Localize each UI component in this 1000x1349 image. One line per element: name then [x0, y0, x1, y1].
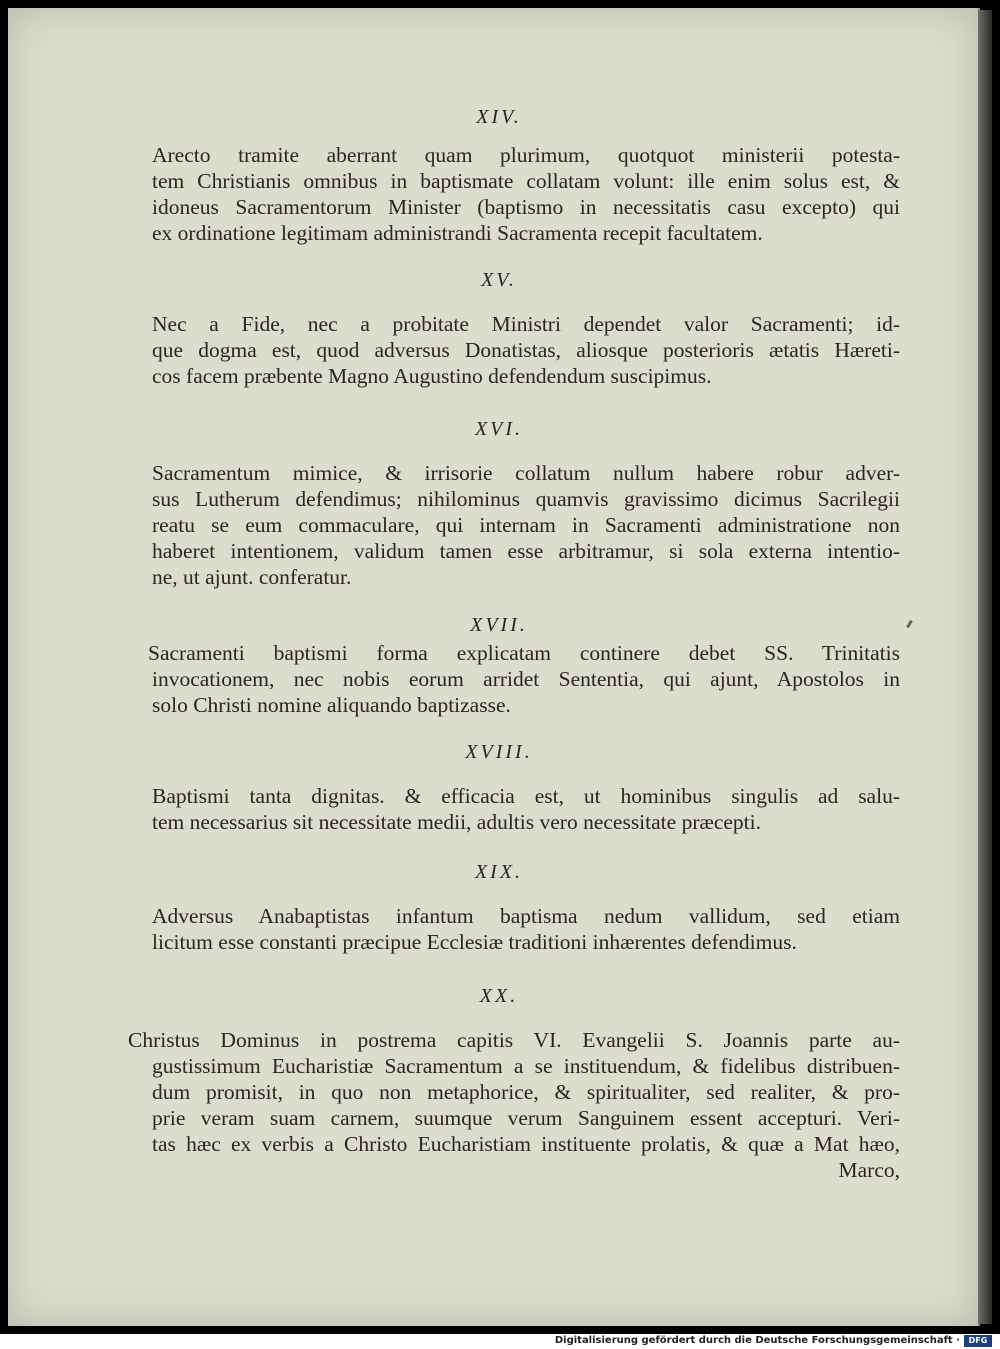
- document-page: [8, 8, 980, 1326]
- section-numeral: XV.: [481, 269, 517, 291]
- text-line: prie veram suam carnem, suumque verum Sanguinem essent accepturi. Veri-: [152, 1106, 900, 1130]
- text-line: licitum esse constanti præcipue Ecclesiæ traditioni inhærentes defendimus.: [152, 930, 797, 954]
- section-paragraph: [98, 460, 900, 590]
- text-line: Adversus Anabaptistas infantum baptisma nedum vallidum, sed etiam: [152, 904, 900, 928]
- digitization-footer: [0, 1334, 1000, 1349]
- page-text: [98, 104, 900, 1183]
- text-line: Baptismi tanta dignitas. & efficacia est, ut hominibus singulis ad salu-: [152, 784, 900, 808]
- text-line: ne, ut ajunt. conferatur.: [152, 565, 352, 589]
- ink-mark: [906, 620, 913, 628]
- text-line: Sacramenti baptismi forma explicatam continere debet SS. Trinitatis: [148, 641, 900, 665]
- text-line: Sacramentum mimice, & irrisorie collatum nullum habere robur adver-: [152, 461, 900, 485]
- section-paragraph: [98, 903, 900, 955]
- page-edge-shadow: [978, 10, 992, 1324]
- text-line: gustissimum Eucharistiæ Sacramentum a se instituendum, & fidelibus distribuen-: [152, 1054, 900, 1078]
- text-line: Christus Dominus in postrema capitis VI. Evangelii S. Joannis parte au-: [128, 1028, 900, 1052]
- text-line: Arecto tramite aberrant quam plurimum, quotquot ministerii potesta-: [152, 143, 900, 167]
- text-line: Nec a Fide, nec a probitate Ministri dependet valor Sacramenti; id-: [152, 312, 900, 336]
- text-line: que dogma est, quod adversus Donatistas, aliosque posterioris ætatis Hæreti-: [152, 338, 900, 362]
- section-paragraph: [98, 142, 900, 246]
- section-paragraph: [98, 1027, 900, 1183]
- section-paragraph: [98, 311, 900, 389]
- section-numeral: XIV.: [476, 106, 522, 128]
- section-paragraph: [98, 783, 900, 835]
- text-line: idoneus Sacramentorum Minister (baptismo in necessitatis casu excepto) qui: [152, 195, 900, 219]
- section-xix: [98, 859, 900, 955]
- section-paragraph: [98, 640, 900, 718]
- text-line: reatu se eum commaculare, qui internam in Sacramenti administratione non: [152, 513, 900, 537]
- section-numeral: XIX.: [474, 861, 524, 883]
- text-line: tem necessarius sit necessitate medii, adultis vero necessitate præcepti.: [152, 810, 761, 834]
- catchword: Marco,: [838, 1158, 900, 1182]
- text-line: tas hæc ex verbis a Christo Eucharistiam instituente prolatis, & quæ a Mat hæo,: [152, 1132, 900, 1156]
- section-xiv: [98, 104, 900, 246]
- text-line: tem Christianis omnibus in baptismate collatam volunt: ille enim solus est, &: [152, 169, 900, 193]
- text-line: ex ordinatione legitimam administrandi Sacramenta recepit facultatem.: [152, 221, 763, 245]
- text-line: haberet intentionem, validum tamen esse arbitramur, si sola externa intentio-: [152, 539, 900, 563]
- text-line: dum promisit, in quo non metaphorice, & spiritualiter, sed realiter, & pro-: [152, 1080, 900, 1104]
- section-xviii: [98, 739, 900, 835]
- section-numeral: XX.: [479, 985, 519, 1007]
- section-numeral: XVII.: [470, 614, 528, 636]
- section-numeral: XVI.: [474, 418, 524, 440]
- section-xx: [98, 983, 900, 1183]
- section-numeral: XVIII.: [465, 741, 533, 763]
- text-line: solo Christi nomine aliquando baptizasse.: [152, 693, 511, 717]
- footer-credit: Digitalisierung gefördert durch die Deutsche Forschungsgemeinschaft ·: [554, 1335, 960, 1346]
- section-xvii: [98, 612, 900, 718]
- section-xv: [98, 267, 900, 389]
- dfg-logo-icon[interactable]: DFG: [964, 1335, 992, 1347]
- text-line: sus Lutherum defendimus; nihilominus quamvis gravissimo dicimus Sacrilegii: [152, 487, 900, 511]
- text-line: invocationem, nec nobis eorum arridet Sententia, qui ajunt, Apostolos in: [152, 667, 900, 691]
- text-line: cos facem præbente Magno Augustino defendendum suscipimus.: [152, 364, 712, 388]
- section-xvi: [98, 416, 900, 590]
